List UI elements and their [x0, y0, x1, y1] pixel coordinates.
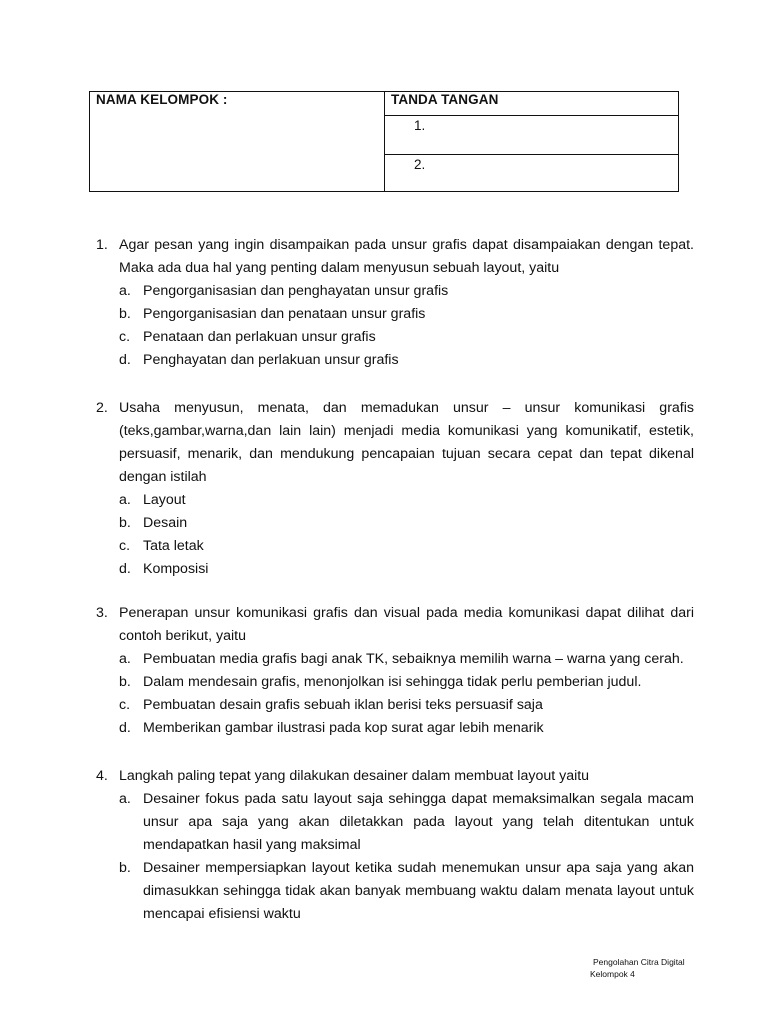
- answer-option: [96, 535, 694, 558]
- question-body: Langkah paling tepat yang dilakukan desainer dalam membuat layout yaitu: [119, 768, 590, 784]
- question-number: 2.: [96, 400, 108, 416]
- option-text: Penghayatan dan perlakuan unsur grafis: [143, 352, 399, 368]
- group-name-label: NAMA KELOMPOK :: [96, 92, 228, 107]
- option-letter: a.: [119, 651, 131, 667]
- answer-option: [96, 489, 694, 512]
- question-number: 1.: [96, 237, 108, 253]
- option-text: Desain: [143, 515, 188, 531]
- question-body: Usaha menyusun, menata, dan memadukan unsur – unsur komunikasi grafis (teks,gambar,warna,dan lain lain) menjadi media komunikasi yang komunikatif, estetik, persuasif, menarik, dan mendukung pencapaian tujuan secara cepat dan tepat dikenal dengan istilah: [119, 400, 694, 485]
- option-text: Dalam mendesain grafis, menonjolkan isi sehingga tidak perlu pemberian judul.: [143, 674, 642, 690]
- option-letter: c.: [119, 538, 131, 554]
- question-2: [96, 397, 694, 581]
- option-text: Pengorganisasian dan penghayatan unsur grafis: [143, 283, 449, 299]
- answer-option: [96, 558, 694, 581]
- answer-option: [96, 512, 694, 535]
- option-text: Layout: [143, 492, 186, 508]
- option-letter: a.: [119, 283, 131, 299]
- footer-group: Kelompok 4: [590, 969, 635, 979]
- signature-row: [385, 115, 678, 154]
- question-number: 4.: [96, 768, 108, 784]
- question-text: [96, 397, 694, 489]
- option-letter: d.: [119, 561, 131, 577]
- answer-option: [96, 671, 694, 694]
- option-text: Desainer mempersiapkan layout ketika sudah menemukan unsur apa saja yang akan dimasukkan sehingga tidak akan banyak membuang waktu dalam menata layout untuk mencapai efisiensi waktu: [143, 860, 694, 922]
- answer-option: [96, 717, 694, 740]
- option-text: Desainer fokus pada satu layout saja sehingga dapat memaksimalkan segala macam unsur apa saja yang akan diletakkan pada layout yang telah ditentukan untuk mendapatkan hasil yang maksimal: [143, 791, 694, 853]
- option-text: Memberikan gambar ilustrasi pada kop surat agar lebih menarik: [143, 720, 544, 736]
- option-letter: a.: [119, 492, 131, 508]
- option-text: Komposisi: [143, 561, 209, 577]
- answer-option: [96, 303, 694, 326]
- option-text: Penataan dan perlakuan unsur grafis: [143, 329, 376, 345]
- answer-option: [96, 857, 694, 926]
- answer-option: [96, 349, 694, 372]
- option-letter: b.: [119, 860, 131, 876]
- option-text: Pengorganisasian dan penataan unsur grafis: [143, 306, 426, 322]
- option-letter: c.: [119, 329, 131, 345]
- signature-row: [385, 154, 678, 191]
- question-body: Agar pesan yang ingin disampaikan pada unsur grafis dapat disampaiakan dengan tepat. Maka ada dua hal yang penting dalam menyusun sebuah layout, yaitu: [119, 237, 694, 276]
- question-3: [96, 602, 694, 740]
- answer-option: [96, 648, 694, 671]
- question-body: Penerapan unsur komunikasi grafis dan visual pada media komunikasi dapat dilihat dari contoh berikut, yaitu: [119, 605, 694, 644]
- question-text: [96, 765, 694, 788]
- question-text: [96, 234, 694, 280]
- group-name-cell: [90, 92, 385, 191]
- group-info-table: [89, 91, 679, 192]
- page-footer: [590, 956, 685, 980]
- option-text: Tata letak: [143, 538, 204, 554]
- option-letter: b.: [119, 515, 131, 531]
- option-letter: a.: [119, 791, 131, 807]
- question-number: 3.: [96, 605, 108, 621]
- option-letter: c.: [119, 697, 131, 713]
- option-text: Pembuatan desain grafis sebuah iklan berisi teks persuasif saja: [143, 697, 543, 713]
- option-text: Pembuatan media grafis bagi anak TK, sebaiknya memilih warna – warna yang cerah.: [143, 651, 684, 667]
- signature-number: 1.: [414, 118, 426, 133]
- answer-option: [96, 788, 694, 857]
- answer-option: [96, 280, 694, 303]
- option-letter: d.: [119, 352, 131, 368]
- option-letter: d.: [119, 720, 131, 736]
- answer-option: [96, 326, 694, 349]
- answer-option: [96, 694, 694, 717]
- question-1: [96, 234, 694, 372]
- question-text: [96, 602, 694, 648]
- option-letter: b.: [119, 674, 131, 690]
- footer-course: Pengolahan Citra Digital: [593, 957, 685, 967]
- signature-number: 2.: [414, 157, 426, 172]
- option-letter: b.: [119, 306, 131, 322]
- question-4: [96, 765, 694, 926]
- signature-cell: [385, 92, 678, 191]
- signature-label: TANDA TANGAN: [391, 92, 499, 107]
